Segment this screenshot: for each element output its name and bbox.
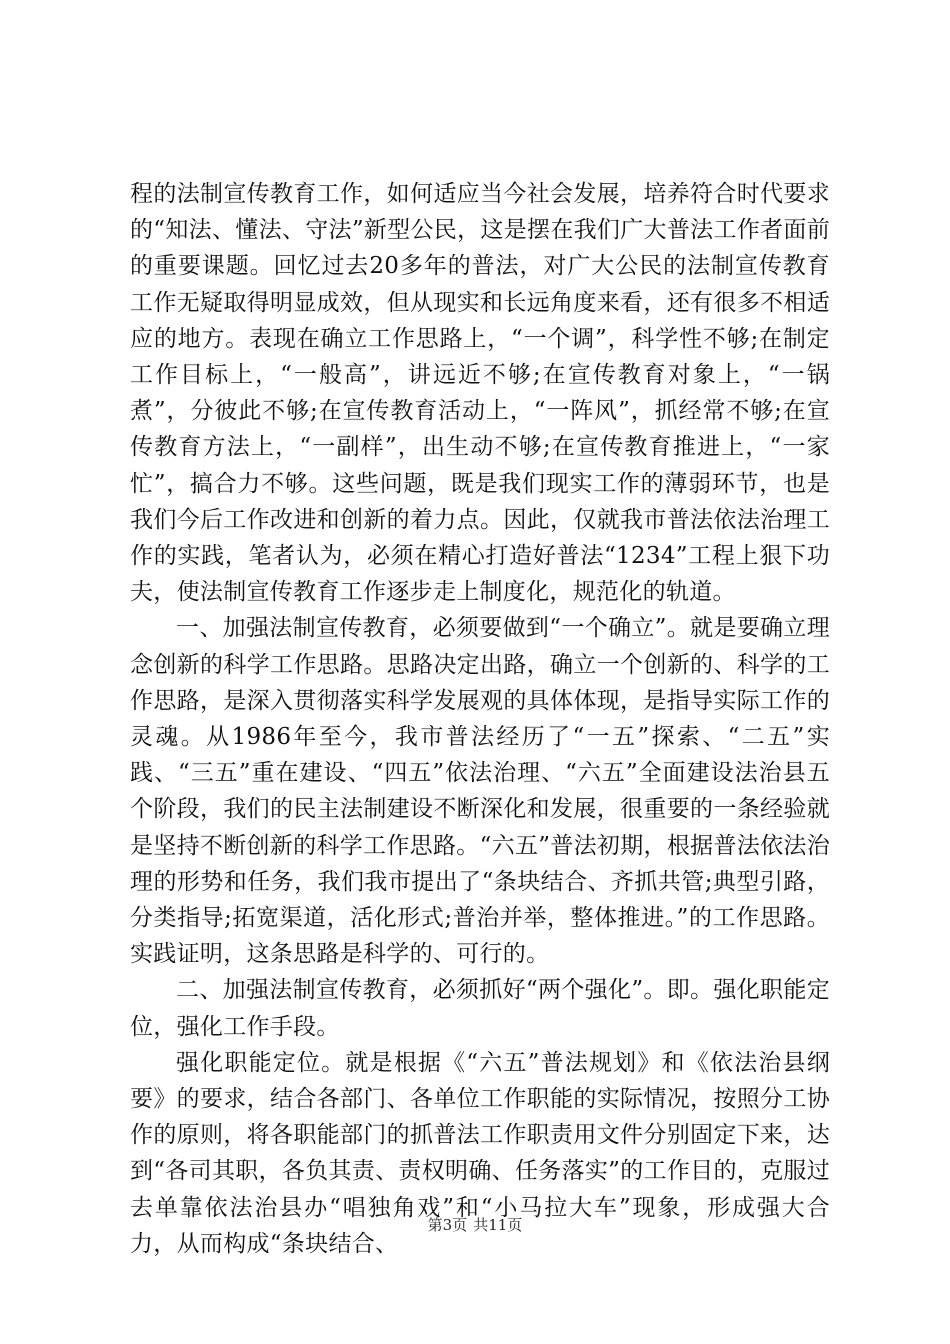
paragraph-3: 二、加强法制宣传教育，必须抓好“两个强化”。即。强化职能定位，强化工作手段。 (130, 977, 830, 1040)
document-body (130, 176, 830, 1262)
page-footer (0, 1214, 950, 1235)
page-total: 共11页 (473, 1216, 523, 1234)
paragraph-1: 程的法制宣传教育工作，如何适应当今社会发展，培养符合时代要求的“知法、懂法、守法”新型公民，这是摆在我们广大普法工作者面前的重要课题。回忆过去20多年的普法，对广大公民的法制宣传教育工作无疑取得明显成效，但从现实和长远角度来看，还有很多不相适应的地方。表现在确立工作思路上，“一个调”，科学性不够;在制定工作目标上，“一般高”，讲远近不够;在宣传教育对象上，“一锅煮”，分彼此不够;在宣传教育活动上，“一阵风”，抓经常不够;在宣传教育方法上，“一副样”，出生动不够;在宣传教育推进上，“一家忙”，搞合力不够。这些问题，既是我们现实工作的薄弱环节，也是我们今后工作改进和创新的着力点。因此，仅就我市普法依法治理工作的实践，笔者认为，必须在精心打造好普法“1234”工程上狠下功夫，使法制宣传教育工作逐步走上制度化，规范化的轨道。 (130, 181, 830, 606)
page-number: 第3页 (427, 1216, 468, 1234)
paragraph-4: 强化职能定位。就是根据《“六五”普法规划》和《依法治县纲要》的要求，结合各部门、各单位工作职能的实际情况，按照分工协作的原则，将各职能部门的抓普法工作职责用文件分别固定下来，达到“各司其职，各负其责、责权明确、任务落实”的工作目的，克服过去单靠依法治县办“唱独角戏”和“小马拉大车”现象，形成强大合力，从而构成“条块结合、 (130, 1049, 830, 1257)
paragraph-2: 一、加强法制宣传教育，必须要做到“一个确立”。就是要确立理念创新的科学工作思路。思路决定出路，确立一个创新的、科学的工作思路，是深入贯彻落实科学发展观的具体体现，是指导实际工作的灵魂。从1986年至今，我市普法经历了“一五”探索、“二五”实践、“三五”重在建设、“四五”依法治理、“六五”全面建设法治县五个阶段，我们的民主法制建设不断深化和发展，很重要的一条经验就是坚持不断创新的科学工作思路。“六五”普法初期，根据普法依法治理的形势和任务，我们我市提出了“条块结合、齐抓共管;典型引路，分类指导;拓宽渠道，活化形式;普治并举，整体推进。”的工作思路。实践证明，这条思路是科学的、可行的。 (130, 615, 830, 968)
